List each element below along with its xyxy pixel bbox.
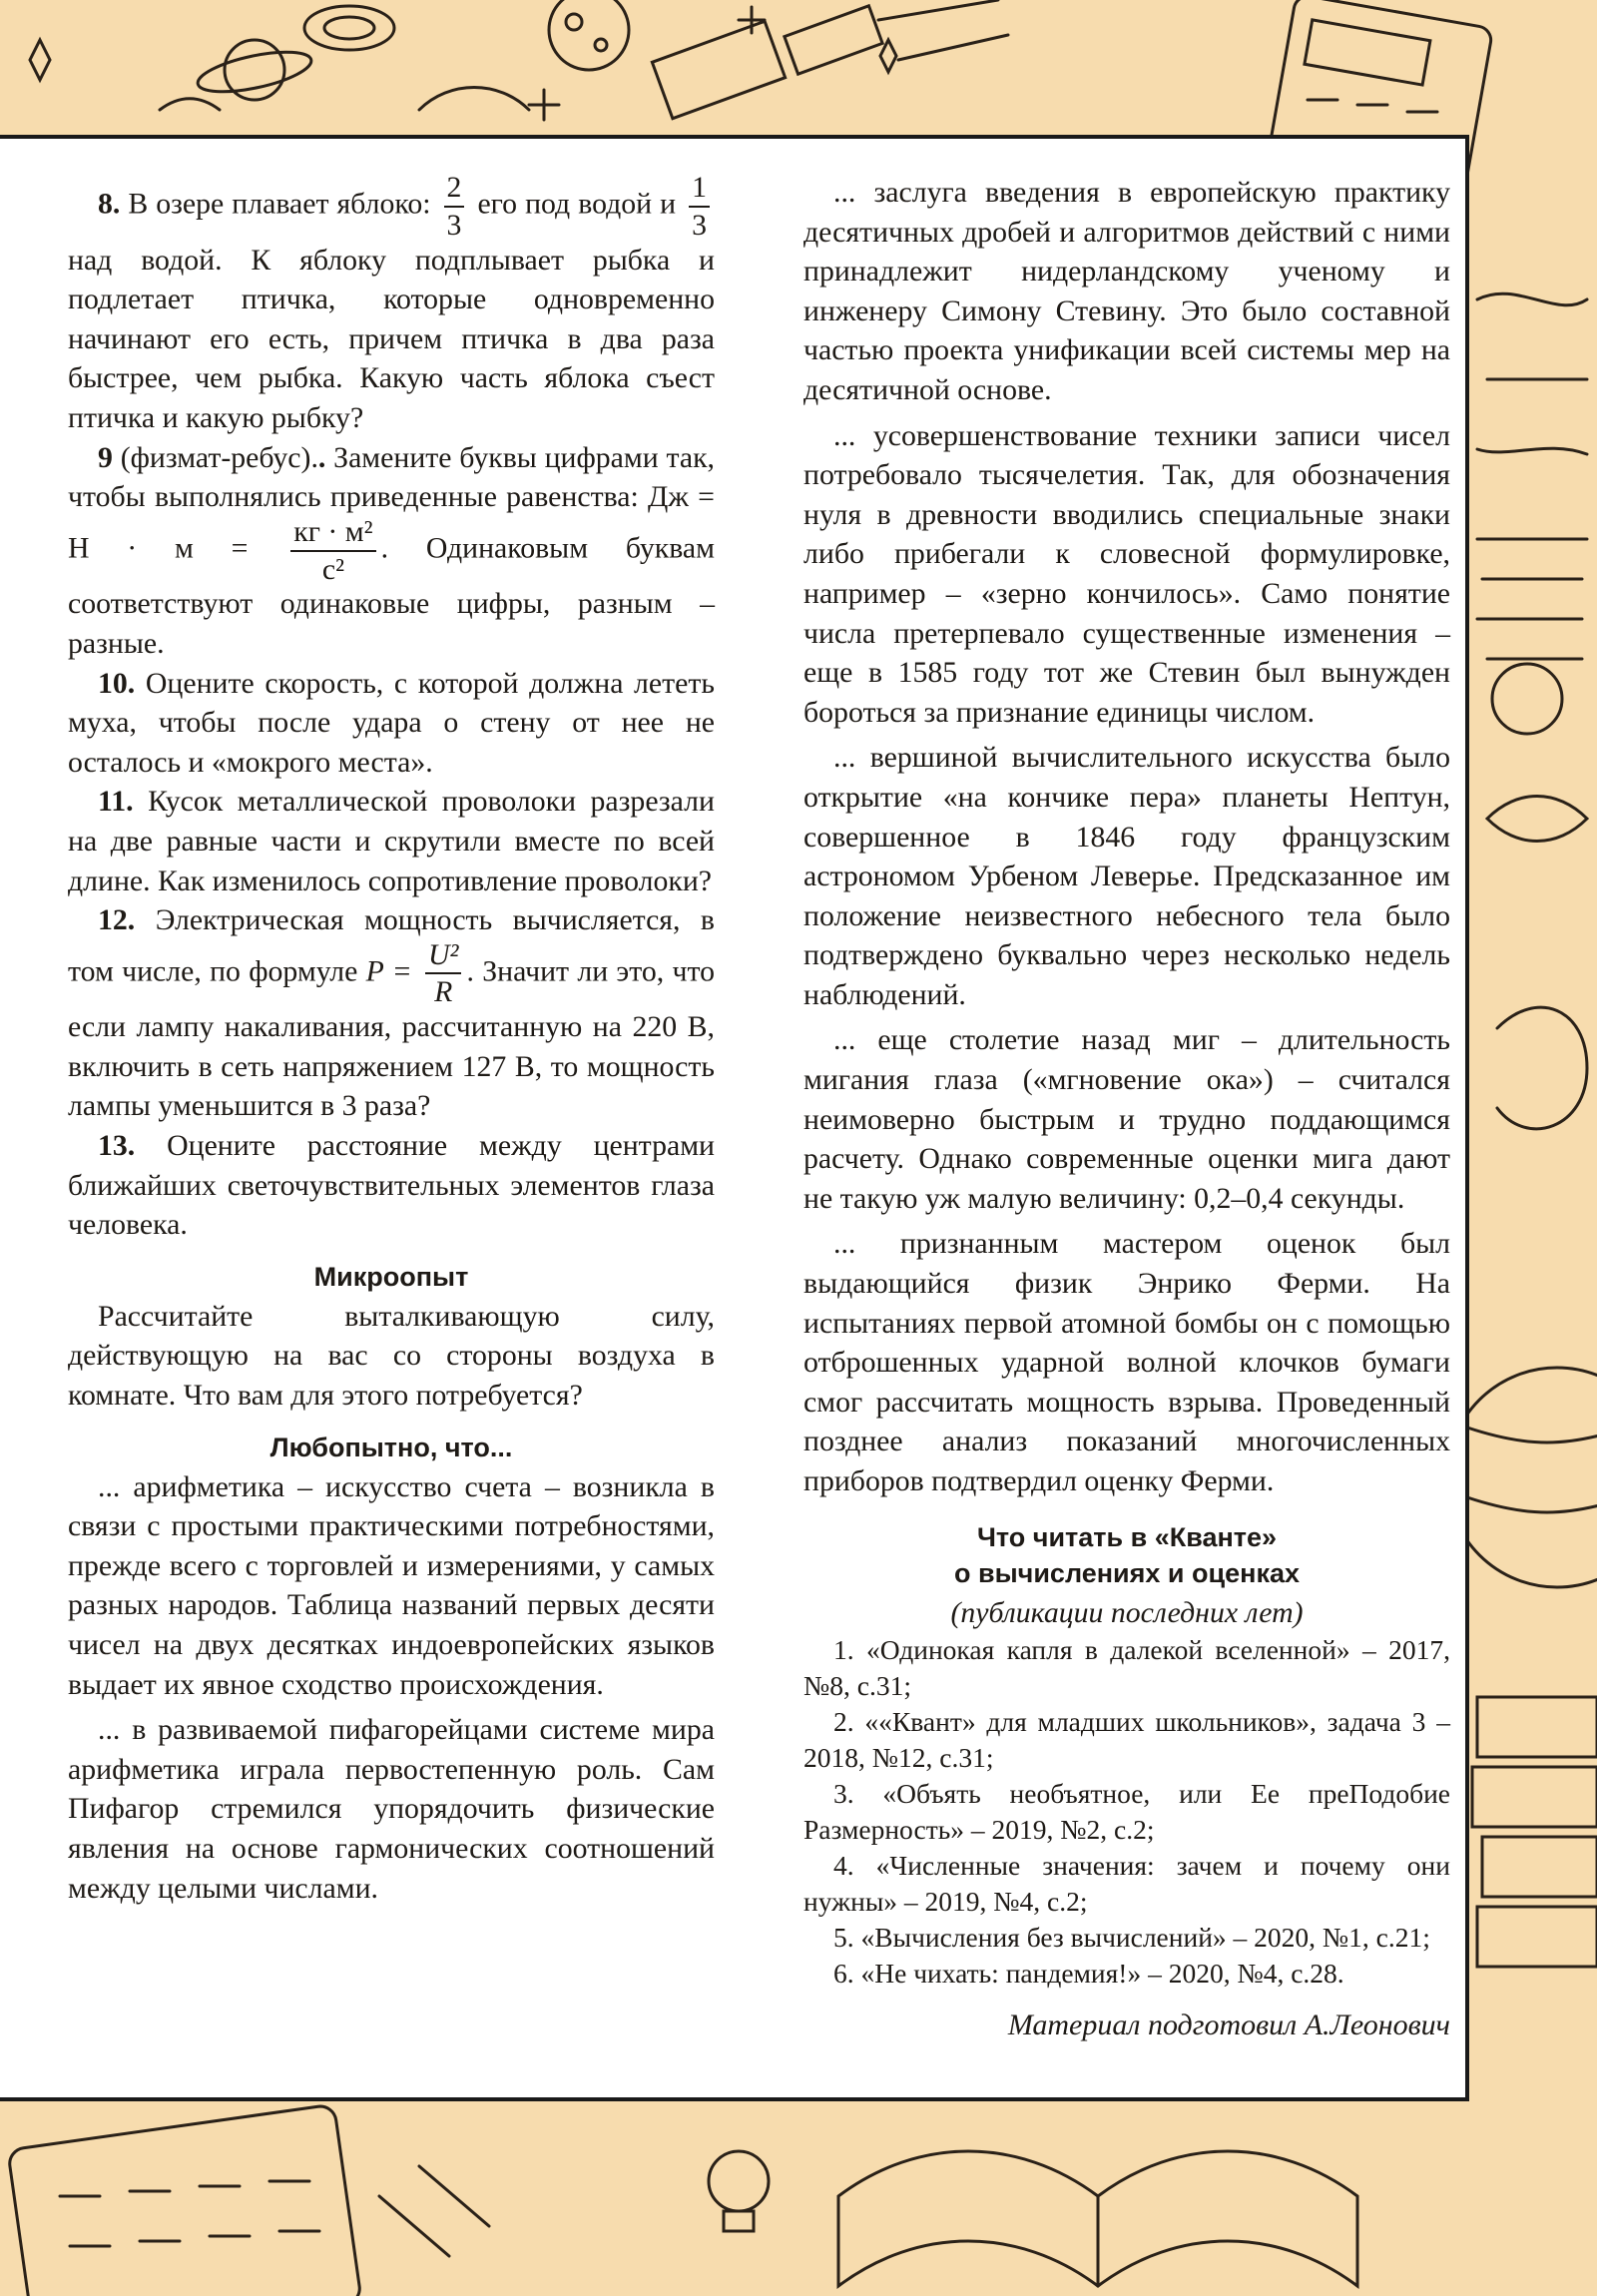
problem-8 bbox=[68, 173, 715, 438]
problem-text: . Одинаковым буквам соответствуют одинаковые цифры, разным – разные. bbox=[68, 531, 715, 660]
sketch-right-doodles bbox=[1447, 293, 1597, 1967]
problem-text: В озере плавает яблоко: bbox=[128, 187, 431, 221]
problem-subtitle: (физмат-ребус). bbox=[120, 440, 318, 474]
curious-paragraph: ... вершиной вычислительного искусства было открытие «на кончике пера» планеты Нептун, совершенное в 1846 году французским астрономом Урбеном Леверье. Предсказанное им положение неизвестного небесного тела было подтверждено буквально через несколько недель наблюдений. bbox=[803, 741, 1450, 1011]
fraction-one-third bbox=[689, 173, 710, 241]
book-doodle bbox=[838, 2151, 1357, 2286]
author-signature: Материал подготовил А.Леонович bbox=[1007, 2009, 1450, 2042]
problem-10 bbox=[68, 664, 715, 783]
reference-item: 3. «Объять необъятное, или Ее преПодобие Размерность» – 2019, №2, с.2; bbox=[803, 1778, 1450, 1846]
problem-9: 9 (физмат-ребус).. Замените буквы цифрами так, чтобы выполнялись приведенные равенства: Дж = Н · м = $\frac{\text{кг · м²}}{\text{с²}}$ . Одинаковым буквам соответствуют одинаковые цифры, разным – разные. bbox=[68, 440, 716, 660]
problem-number: 8. bbox=[98, 187, 121, 221]
denominator: с² bbox=[290, 550, 375, 585]
numerator: кг · м² bbox=[293, 514, 373, 548]
problem-11 bbox=[68, 782, 715, 900]
problem-text: его под водой и bbox=[477, 187, 677, 221]
problem-number: 11. bbox=[98, 785, 134, 819]
reference-item: 5. «Вычисления без вычислений» – 2020, №1, с.21; bbox=[833, 1922, 1430, 1954]
denominator: R bbox=[425, 972, 461, 1007]
problem-number: 13. bbox=[98, 1129, 136, 1163]
problem-12 bbox=[68, 900, 715, 1126]
satellite-doodle bbox=[652, 0, 1008, 119]
reading-heading-line1: Что читать в «Кванте» bbox=[976, 1521, 1278, 1552]
reference-list bbox=[803, 1632, 1450, 1992]
left-column bbox=[68, 173, 715, 1908]
reading-heading-line2: о вычислениях и оценках bbox=[954, 1557, 1300, 1588]
problem-text: Замените буквы цифрами так, чтобы выполнялись приведенные равенства: Дж = Н · м = bbox=[68, 440, 716, 565]
numerator: 1 bbox=[692, 171, 708, 204]
article-panel bbox=[0, 135, 1469, 2101]
denominator: 3 bbox=[689, 206, 710, 241]
curious-heading: Любопытно, что... bbox=[269, 1432, 513, 1462]
fraction-u2-r bbox=[425, 937, 461, 1009]
problem-number: 12. bbox=[98, 903, 136, 937]
planet-doodle bbox=[195, 40, 314, 100]
micro-experiment-text: Рассчитайте выталкивающую силу, действующую на вас со стороны воздуха в комнате. Что вам для этого потребуется? bbox=[68, 1299, 715, 1413]
fraction-two-thirds bbox=[444, 173, 465, 241]
curious-paragraph: ... арифметика – искусство счета – возникла в связи с простыми практическими потребностями, прежде всего с торговлей и измерениями, у самых разных народов. Таблица названий первых десяти чисел на двух десятках индоевропейских языков выдает их явное сходство происхождения. bbox=[68, 1469, 715, 1701]
curious-paragraph: ... в развиваемой пифагорейцами системе мира арифметика играла первостепенную роль. Сам Пифагор стремился упорядочить физические явления на основе гармонических соотношений между целыми числами. bbox=[68, 1713, 715, 1905]
problem-text: Кусок металлической проволоки разрезали на две равные части и скрутили вместе по всей длине. Как изменилось сопротивление проволоки? bbox=[68, 785, 715, 897]
problem-13 bbox=[68, 1126, 715, 1245]
problem-number: 10. bbox=[98, 666, 136, 700]
spiral-doodle bbox=[304, 6, 394, 50]
problem-text: Оцените расстояние между центрами ближайших светочувствительных элементов глаза человека. bbox=[68, 1129, 715, 1242]
reference-item: 2. ««Квант» для младших школьников», задача 3 – 2018, №12, с.31; bbox=[803, 1706, 1450, 1774]
numerator: 2 bbox=[446, 171, 462, 204]
problem-text: . Значит ли это, что если лампу накаливания, рассчитанную на 220 В, включить в сеть напряжением 127 В, то мощность лампы уменьшится в 3 раза? bbox=[68, 954, 715, 1123]
moon-doodle bbox=[549, 0, 629, 70]
reading-subheading: (публикации последних лет) bbox=[950, 1595, 1304, 1629]
problem-text: Оцените скорость, с которой должна лететь муха, чтобы после удара о стену от нее не осталось и «мокрого места». bbox=[68, 666, 715, 779]
problem-text: Электрическая мощность вычисляется, в том числе, по формуле bbox=[68, 903, 715, 988]
fraction-kg-m2-s2 bbox=[290, 514, 375, 586]
reference-item: 6. «Не чихать: пандемия!» – 2020, №4, с.28. bbox=[833, 1958, 1344, 1990]
curious-paragraph: ... еще столетие назад миг – длительность мигания глаза («мгновение ока») – считался неимоверно быстрым и трудно поддающимся расчету. Однако современные оценки мига дают не такую уж малую величину: 0,2–0,4 секунды. bbox=[803, 1023, 1450, 1215]
numerator: U² bbox=[428, 937, 459, 971]
right-column bbox=[803, 173, 1450, 2045]
formula-lhs: P = bbox=[365, 954, 412, 988]
lightbulb-doodle bbox=[709, 2151, 769, 2231]
problem-number: 9 bbox=[98, 440, 113, 474]
curious-paragraph: ... усовершенствование техники записи чисел потребовало тысячелетия. Так, для обозначения нуля в древности вводились специальные знаки либо прибегали к словесной формулировке, например – «зерно кончилось». Само понятие числа претерпевало существенные изменения – еще в 1585 году тот же Стевин был вынужден бороться за признание единицы числом. bbox=[803, 418, 1450, 729]
reference-item: 1. «Одинокая капля в далекой вселенной» – 2017, №8, с.31; bbox=[803, 1634, 1450, 1702]
denominator: 3 bbox=[444, 206, 465, 241]
curious-paragraph: ... признанным мастером оценок был выдающийся физик Энрико Ферми. На испытаниях первой атомной бомбы он с помощью отброшенных ударной волной клочков бумаги смог рассчитать мощность взрыва. Проведенный позднее анализ показаний многочисленных приборов подтвердил оценку Ферми. bbox=[803, 1227, 1450, 1497]
reference-item: 4. «Численные значения: зачем и почему они нужны» – 2019, №4, с.2; bbox=[803, 1850, 1450, 1918]
calculator-bottom-doodle bbox=[8, 2104, 489, 2296]
curious-paragraph: ... заслуга введения в европейскую практику десятичных дробей и алгоритмов действий с ними принадлежит нидерландскому ученому и инженеру Симону Стевину. Это было составной частью проекта унификации всей системы мер на десятичной основе. bbox=[803, 176, 1450, 406]
problem-text: над водой. К яблоку подплывает рыбка и подлетает птичка, которые одновременно начинают его есть, причем птичка в два раза быстрее, чем рыбка. Какую часть яблока съест птичка и какую рыбку? bbox=[68, 243, 715, 434]
micro-experiment-heading: Микроопыт bbox=[313, 1261, 469, 1292]
